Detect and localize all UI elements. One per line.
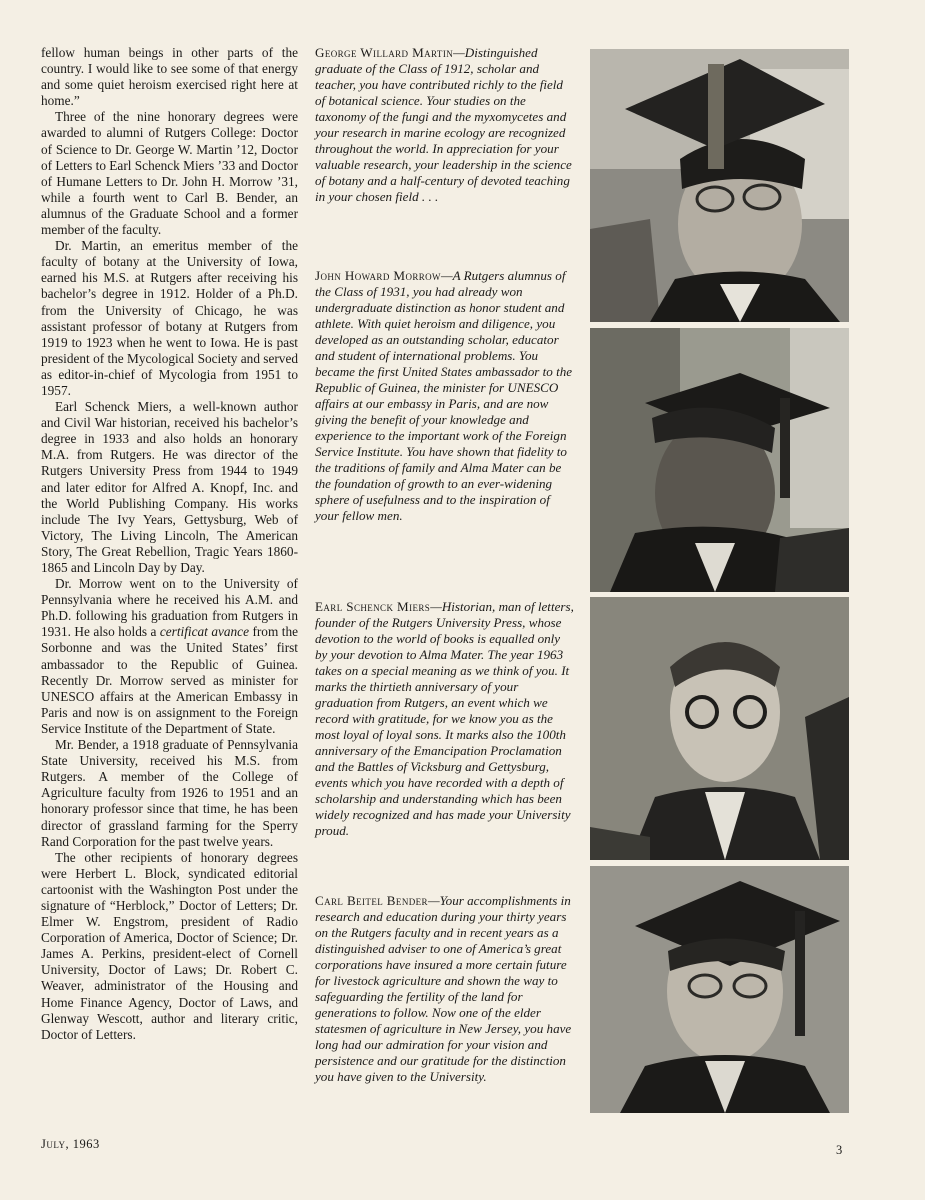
portrait-photo-miers bbox=[590, 597, 849, 860]
citation-bender bbox=[315, 893, 575, 1085]
article-body-column bbox=[41, 45, 298, 1043]
citation-text: —Distinguished graduate of the Class of 1912, scholar and teacher, you have contributed richly to the field of botanical science. Your studies on the taxonomy of the fungi and the myxomycetes and your research in marine ecology are recognized throughout the world. In appreciation for your valuable research, your leadership in the science of botany and a half-century of devoted teaching in your chosen field . . . bbox=[315, 45, 572, 204]
article-paragraph bbox=[41, 576, 298, 737]
paragraph-text: from the Sorbonne and was the United States’ first ambassador to the Republic of Guinea. Recently Dr. Morrow served as minister for UNESCO affairs at the American Embassy in Paris and now is on assignment to the Foreign Service Institute of the Department of State. bbox=[41, 624, 298, 736]
citation-text: —A Rutgers alumnus of the Class of 1931, you had already won undergraduate distinction as honor student and athlete. With quiet heroism and diligence, you developed as an outstanding scholar, educator and student of international problems. You became the first United States ambassador to the Republic of Guinea, the minister for UNESCO affairs at our embassy in Paris, and are now giving the benefit of your knowledge and experience to the important work of the Foreign Service Institute. You have shown that fidelity to the traditions of family and Alma Mater can be the foundation of growth to an ever-widening sphere of usefulness and to the inspiration of your fellow men. bbox=[315, 268, 573, 523]
citation-name: Earl Schenck Miers bbox=[315, 599, 431, 614]
paragraph-text: Dr. Morrow went on to the University of Pennsylvania where he received his A.M. and Ph.D. following his graduation from Rutgers in 1931. He also holds a bbox=[41, 576, 298, 640]
article-paragraph: Mr. Bender, a 1918 graduate of Pennsylvania State University, received his M.S. from Rutgers. A member of the College of Agriculture faculty from 1926 to 1951 and an honorary professor since that time, he has been director of grassland farming for the Sperry Rand Corporation for the past twelve years. bbox=[41, 737, 298, 849]
article-paragraph: Three of the nine honorary degrees were awarded to alumni of Rutgers College: Doctor of Science to Dr. George W. Martin ’12, Doctor of Letters to Earl Schenck Miers ’33 and Doctor of Humane Letters to Dr. John H. Morrow ’31, while a fourth went to Carl B. Bender, an alumnus of the Graduate School and a former member of the faculty. bbox=[41, 109, 298, 238]
citation-name: John Howard Morrow bbox=[315, 268, 441, 283]
portrait-photo-martin bbox=[590, 49, 849, 322]
portrait-photo-bender bbox=[590, 866, 849, 1113]
citation-text: —Historian, man of letters, founder of the Rutgers University Press, whose devotion to the world of books is equalled only by your devotion to Alma Mater. The year 1963 takes on a special meaning as we think of you. It marks the thirtieth anniversary of your graduation from Rutgers, an event which we record with gratitude, for we know you as the most loyal of loyal sons. It marks also the 100th anniversary of the Emancipation Proclamation and the Battles of Vicksburg and Gettysburg, events which you have recorded with a depth of scholarship and understanding which has been widely recognized and has made your University proud. bbox=[315, 599, 574, 838]
portrait-photo-morrow bbox=[590, 328, 849, 592]
paragraph-italic-text: certificat avance bbox=[159, 624, 249, 640]
article-paragraph: The other recipients of honorary degrees were Herbert L. Block, syndicated editorial cartoonist with the Washington Post under the signature of “Herblock,” Doctor of Letters; Dr. Elmer W. Engstrom, president of Radio Corporation of America, Doctor of Science; Dr. James A. Perkins, president-elect of Cornell University, Doctor of Laws; Dr. Robert C. Weaver, administrator of the Housing and Home Finance Agency, Doctor of Laws, and Glenway Wescott, author and literary critic, Doctor of Letters. bbox=[41, 849, 298, 1042]
article-paragraph: fellow human beings in other parts of the country. I would like to see some of that energy and some quiet heroism exercised right here at home.” bbox=[41, 45, 298, 109]
citation-martin bbox=[315, 45, 575, 205]
citation-name: George Willard Martin bbox=[315, 45, 454, 60]
citation-miers bbox=[315, 599, 575, 839]
citation-text: —Your accomplishments in research and education during your thirty years on the Rutgers faculty and in recent years as a distinguished adviser to one of America’s great corporations have insured a more certain future for livestock agriculture and shown the way to safeguarding the fertility of the land for generations to follow. Now one of the elder statesmen of agriculture in New Jersey, you have long had our admiration for your vision and persistence and our gratitude for the distinction you have given to the University. bbox=[315, 893, 572, 1084]
citation-morrow bbox=[315, 268, 575, 524]
article-paragraph: Dr. Martin, an emeritus member of the faculty of botany at the University of Iowa, earned his M.S. at Rutgers after receiving his bachelor’s degree in 1912. Holder of a Ph.D. from the University of Chicago, he was assistant professor of botany at Rutgers from 1919 to 1923 when he went to Iowa. He is past president of the Mycological Society and served as editor-in-chief of Mycologia from 1951 to 1957. bbox=[41, 238, 298, 398]
citation-name: Carl Beitel Bender bbox=[315, 893, 428, 908]
page-number: 3 bbox=[836, 1143, 843, 1157]
article-paragraph: Earl Schenck Miers, a well-known author and Civil War historian, received his bachelor’s degree in 1933 and also holds an honorary M.A. from Rutgers. He was director of the Rutgers University Press from 1944 to 1949 and later editor for Alfred A. Knopf, Inc. and the World Publishing Company. His works include The Ivy Years, Gettysburg, Web of Victory, The Living Lincoln, The American Story, The Great Rebellion, Tragic Years 1860-1865 and Lincoln Day by Day. bbox=[41, 399, 298, 575]
issue-date: July, 1963 bbox=[41, 1137, 100, 1151]
